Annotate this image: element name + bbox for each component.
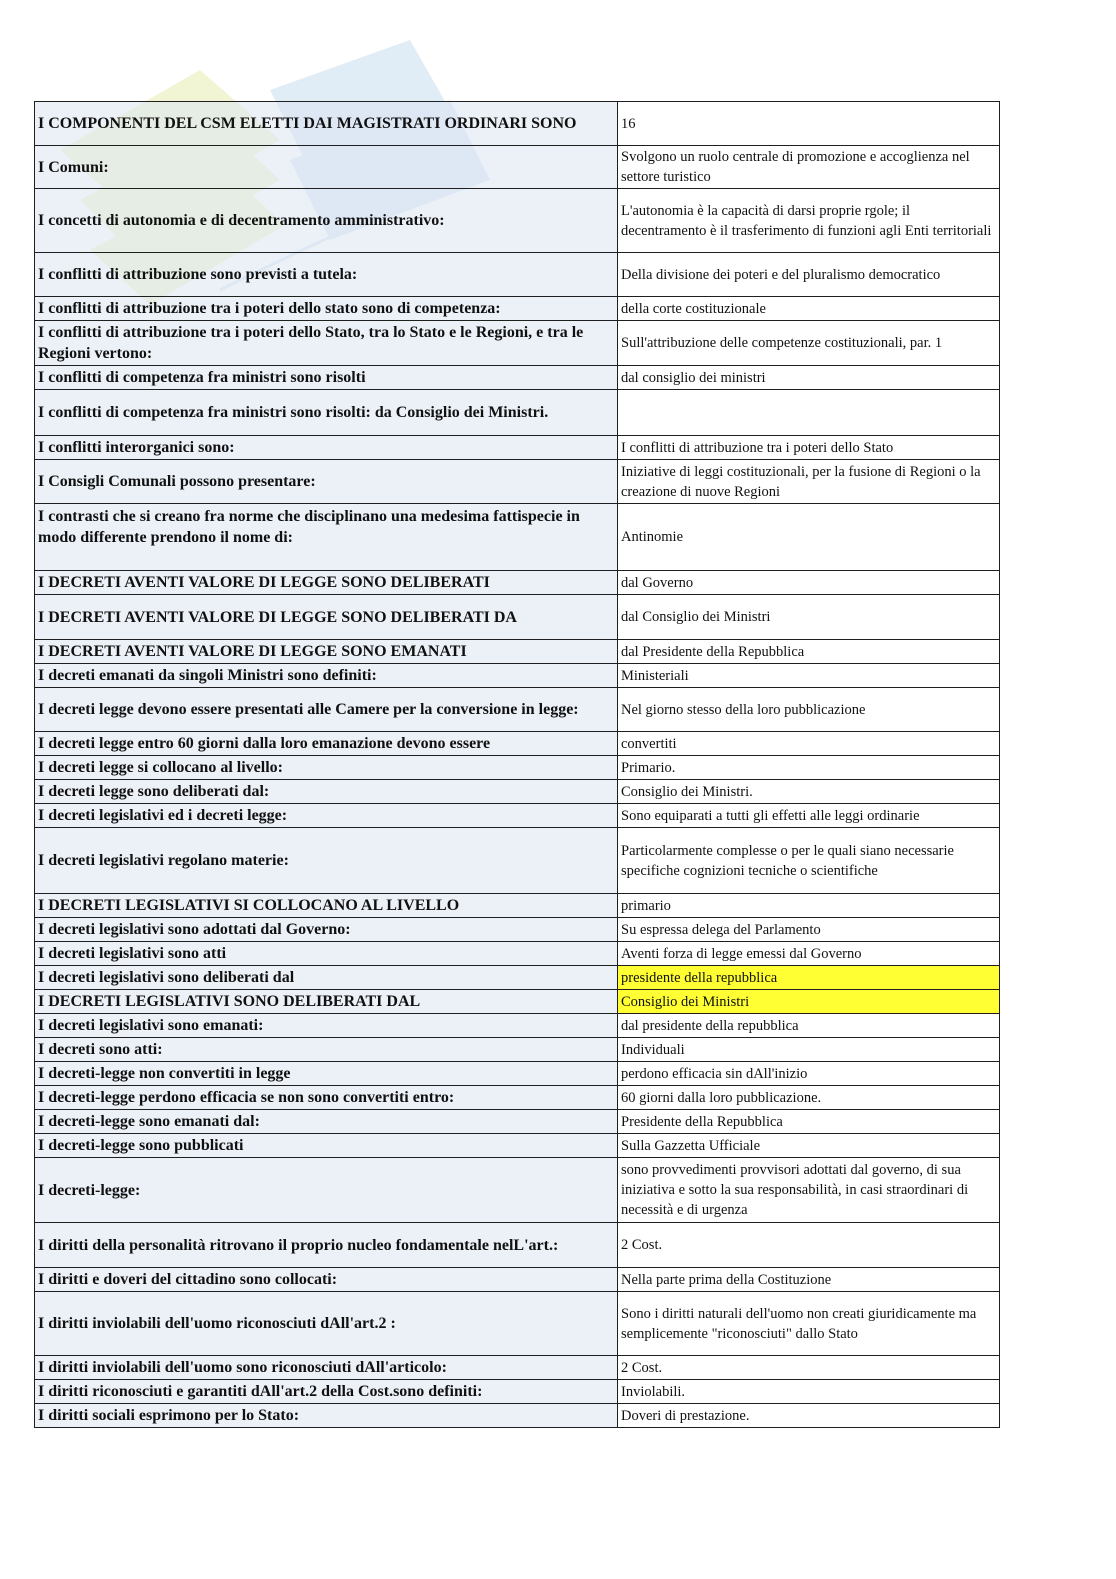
question-cell: I decreti-legge sono pubblicati: [35, 1134, 618, 1158]
answer-cell: Su espressa delega del Parlamento: [618, 918, 1000, 942]
question-cell: I conflitti di attribuzione sono previsti a tutela:: [35, 253, 618, 297]
answer-cell: 16: [618, 102, 1000, 146]
question-cell: I conflitti di attribuzione tra i poteri dello stato sono di competenza:: [35, 297, 618, 321]
table-row: [35, 1158, 1000, 1223]
table-row: [35, 942, 1000, 966]
question-cell: I decreti legge devono essere presentati alle Camere per la conversione in legge:: [35, 688, 618, 732]
question-cell: I decreti legislativi regolano materie:: [35, 828, 618, 894]
question-cell: I decreti-legge perdono efficacia se non sono convertiti entro:: [35, 1086, 618, 1110]
question-cell: I DECRETI AVENTI VALORE DI LEGGE SONO EMANATI: [35, 640, 618, 664]
answer-cell: Della divisione dei poteri e del pluralismo democratico: [618, 253, 1000, 297]
question-cell: I DECRETI LEGISLATIVI SI COLLOCANO AL LIVELLO: [35, 894, 618, 918]
answer-cell: Presidente della Repubblica: [618, 1110, 1000, 1134]
answer-cell-highlighted: Consiglio dei Ministri: [618, 990, 1000, 1014]
question-cell: I conflitti interorganici sono:: [35, 436, 618, 460]
table-row: [35, 1404, 1000, 1428]
table-row: [35, 966, 1000, 990]
answer-cell: 2 Cost.: [618, 1356, 1000, 1380]
table-row: [35, 1014, 1000, 1038]
answer-cell: Primario.: [618, 756, 1000, 780]
table-row: [35, 504, 1000, 571]
table-row: [35, 732, 1000, 756]
answer-cell: primario: [618, 894, 1000, 918]
answer-cell-highlighted: presidente della repubblica: [618, 966, 1000, 990]
answer-cell: Nella parte prima della Costituzione: [618, 1268, 1000, 1292]
table-row: [35, 804, 1000, 828]
question-cell: I DECRETI LEGISLATIVI SONO DELIBERATI DAL: [35, 990, 618, 1014]
answer-cell: Particolarmente complesse o per le quali siano necessarie specifiche cognizioni tecniche o scientifiche: [618, 828, 1000, 894]
answer-cell: dal Presidente della Repubblica: [618, 640, 1000, 664]
table-row: [35, 1110, 1000, 1134]
question-cell: I decreti legge entro 60 giorni dalla loro emanazione devono essere: [35, 732, 618, 756]
question-cell: I conflitti di competenza fra ministri sono risolti: da Consiglio dei Ministri.: [35, 390, 618, 436]
table-row: [35, 321, 1000, 366]
table-row: [35, 189, 1000, 253]
table-row: [35, 1134, 1000, 1158]
answer-cell: Antinomie: [618, 504, 1000, 571]
table-row: [35, 146, 1000, 189]
question-cell: I DECRETI AVENTI VALORE DI LEGGE SONO DELIBERATI DA: [35, 595, 618, 640]
question-cell: I decreti sono atti:: [35, 1038, 618, 1062]
answer-cell: [618, 390, 1000, 436]
answer-cell: dal consiglio dei ministri: [618, 366, 1000, 390]
answer-cell: Sull'attribuzione delle competenze costituzionali, par. 1: [618, 321, 1000, 366]
table-row: [35, 460, 1000, 504]
table-row: [35, 390, 1000, 436]
answer-cell: Sono i diritti naturali dell'uomo non creati giuridicamente ma semplicemente "riconosciuti" dallo Stato: [618, 1292, 1000, 1356]
answer-cell: Ministeriali: [618, 664, 1000, 688]
answer-cell: convertiti: [618, 732, 1000, 756]
question-cell: I contrasti che si creano fra norme che disciplinano una medesima fattispecie in modo differente prendono il nome di:: [35, 504, 618, 571]
question-cell: I decreti emanati da singoli Ministri sono definiti:: [35, 664, 618, 688]
answer-cell: Aventi forza di legge emessi dal Governo: [618, 942, 1000, 966]
answer-cell: dal Consiglio dei Ministri: [618, 595, 1000, 640]
question-cell: I decreti legislativi sono atti: [35, 942, 618, 966]
qa-table: [34, 101, 1000, 1428]
answer-cell: Nel giorno stesso della loro pubblicazione: [618, 688, 1000, 732]
question-cell: I decreti legislativi sono adottati dal Governo:: [35, 918, 618, 942]
table-row: [35, 1380, 1000, 1404]
table-row: [35, 1292, 1000, 1356]
question-cell: I conflitti di attribuzione tra i poteri dello Stato, tra lo Stato e le Regioni, e tra le Regioni vertono:: [35, 321, 618, 366]
table-row: [35, 102, 1000, 146]
answer-cell: dal presidente della repubblica: [618, 1014, 1000, 1038]
table-row: [35, 894, 1000, 918]
question-cell: I diritti inviolabili dell'uomo riconosciuti dAll'art.2 :: [35, 1292, 618, 1356]
table-row: [35, 297, 1000, 321]
answer-cell: dal Governo: [618, 571, 1000, 595]
table-row: [35, 595, 1000, 640]
question-cell: I Comuni:: [35, 146, 618, 189]
answer-cell: sono provvedimenti provvisori adottati dal governo, di sua iniziativa e sotto la sua responsabilità, in casi straordinari di necessità e di urgenza: [618, 1158, 1000, 1223]
table-row: [35, 828, 1000, 894]
table-row: [35, 571, 1000, 595]
answer-cell: 60 giorni dalla loro pubblicazione.: [618, 1086, 1000, 1110]
answer-cell: della corte costituzionale: [618, 297, 1000, 321]
table-row: [35, 780, 1000, 804]
answer-cell: I conflitti di attribuzione tra i poteri dello Stato: [618, 436, 1000, 460]
answer-cell: 2 Cost.: [618, 1223, 1000, 1268]
question-cell: I concetti di autonomia e di decentramento amministrativo:: [35, 189, 618, 253]
table-row: [35, 1086, 1000, 1110]
answer-cell: Individuali: [618, 1038, 1000, 1062]
table-row: [35, 918, 1000, 942]
question-cell: I decreti-legge sono emanati dal:: [35, 1110, 618, 1134]
table-row: [35, 756, 1000, 780]
question-cell: I COMPONENTI DEL CSM ELETTI DAI MAGISTRATI ORDINARI SONO: [35, 102, 618, 146]
question-cell: I Consigli Comunali possono presentare:: [35, 460, 618, 504]
table-row: [35, 664, 1000, 688]
answer-cell: L'autonomia è la capacità di darsi proprie rgole; il decentramento è il trasferimento di funzioni agli Enti territoriali: [618, 189, 1000, 253]
question-cell: I decreti legislativi ed i decreti legge:: [35, 804, 618, 828]
question-cell: I decreti legislativi sono deliberati dal: [35, 966, 618, 990]
table-row: [35, 253, 1000, 297]
question-cell: I diritti della personalità ritrovano il proprio nucleo fondamentale nelL'art.:: [35, 1223, 618, 1268]
answer-cell: Sono equiparati a tutti gli effetti alle leggi ordinarie: [618, 804, 1000, 828]
table-row: [35, 436, 1000, 460]
answer-cell: perdono efficacia sin dAll'inizio: [618, 1062, 1000, 1086]
table-row: [35, 688, 1000, 732]
question-cell: I decreti legge sono deliberati dal:: [35, 780, 618, 804]
question-cell: I decreti legge si collocano al livello:: [35, 756, 618, 780]
answer-cell: Svolgono un ruolo centrale di promozione e accoglienza nel settore turistico: [618, 146, 1000, 189]
question-cell: I DECRETI AVENTI VALORE DI LEGGE SONO DELIBERATI: [35, 571, 618, 595]
table-row: [35, 990, 1000, 1014]
question-cell: I decreti legislativi sono emanati:: [35, 1014, 618, 1038]
question-cell: I diritti inviolabili dell'uomo sono riconosciuti dAll'articolo:: [35, 1356, 618, 1380]
question-cell: I diritti sociali esprimono per lo Stato:: [35, 1404, 618, 1428]
answer-cell: Consiglio dei Ministri.: [618, 780, 1000, 804]
answer-cell: Inviolabili.: [618, 1380, 1000, 1404]
table-row: [35, 1223, 1000, 1268]
table-row: [35, 1038, 1000, 1062]
table-row: [35, 1268, 1000, 1292]
table-row: [35, 1356, 1000, 1380]
question-cell: I conflitti di competenza fra ministri sono risolti: [35, 366, 618, 390]
table-row: [35, 366, 1000, 390]
question-cell: I diritti riconosciuti e garantiti dAll'art.2 della Cost.sono definiti:: [35, 1380, 618, 1404]
answer-cell: Sulla Gazzetta Ufficiale: [618, 1134, 1000, 1158]
table-row: [35, 1062, 1000, 1086]
answer-cell: Iniziative di leggi costituzionali, per la fusione di Regioni o la creazione di nuove Regioni: [618, 460, 1000, 504]
question-cell: I decreti-legge non convertiti in legge: [35, 1062, 618, 1086]
table-row: [35, 640, 1000, 664]
question-cell: I diritti e doveri del cittadino sono collocati:: [35, 1268, 618, 1292]
answer-cell: Doveri di prestazione.: [618, 1404, 1000, 1428]
question-cell: I decreti-legge:: [35, 1158, 618, 1223]
